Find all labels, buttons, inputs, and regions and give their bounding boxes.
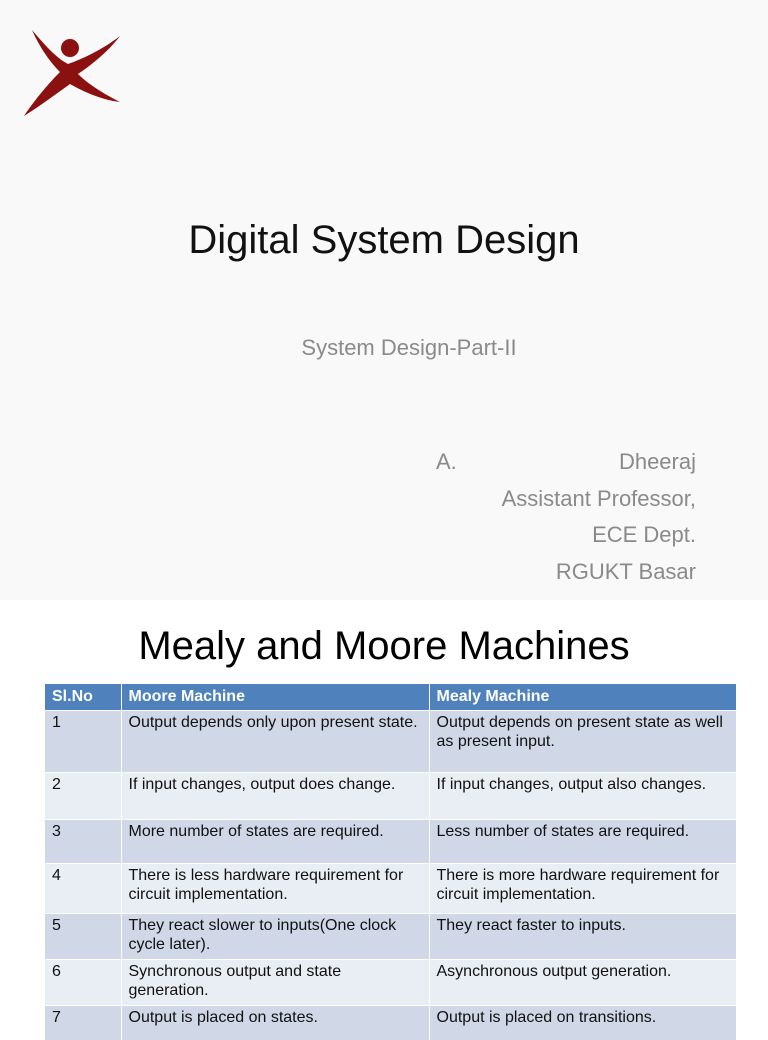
cell-slno: 3 [45,820,121,864]
table-row [45,914,736,960]
cell-mealy: Output depends on present state as well as present input. [429,711,736,773]
cell-moore: Synchronous output and state generation. [121,960,429,1006]
author-block [436,444,696,590]
table-row [45,960,736,1006]
header-mealy: Mealy Machine [429,684,736,711]
table-header-row [45,684,736,711]
table-row [45,864,736,914]
cell-moore: They react slower to inputs(One clock cycle later). [121,914,429,960]
cell-mealy: If input changes, output also changes. [429,773,736,820]
header-moore: Moore Machine [121,684,429,711]
table-row [45,711,736,773]
author-institution: RGUKT Basar [436,554,696,591]
cell-moore: If input changes, output does change. [121,773,429,820]
cell-moore: Output is placed on states. [121,1006,429,1040]
table-row [45,1006,736,1040]
cell-mealy: Less number of states are required. [429,820,736,864]
cell-slno: 1 [45,711,121,773]
cell-mealy: Output is placed on transitions. [429,1006,736,1040]
author-initial: A. [436,444,457,481]
comparison-slide [0,600,768,1024]
comparison-table [45,684,736,1040]
slide-title: Mealy and Moore Machines [0,624,768,669]
header-slno: Sl.No [45,684,121,711]
author-name: Dheeraj [619,444,696,481]
cell-slno: 7 [45,1006,121,1040]
table-row [45,820,736,864]
logo-icon [18,26,124,120]
cell-slno: 4 [45,864,121,914]
table-row [45,773,736,820]
cell-moore: More number of states are required. [121,820,429,864]
cell-slno: 6 [45,960,121,1006]
cell-mealy: There is more hardware requirement for circuit implementation. [429,864,736,914]
cell-mealy: They react faster to inputs. [429,914,736,960]
author-name-row [436,444,696,481]
cell-moore: There is less hardware requirement for circuit implementation. [121,864,429,914]
presentation-title: Digital System Design [0,218,768,263]
author-dept: ECE Dept. [436,517,696,554]
cell-moore: Output depends only upon present state. [121,711,429,773]
author-role: Assistant Professor, [436,481,696,518]
cell-mealy: Asynchronous output generation. [429,960,736,1006]
presentation-subtitle: System Design-Part-II [0,335,768,361]
cell-slno: 5 [45,914,121,960]
cell-slno: 2 [45,773,121,820]
